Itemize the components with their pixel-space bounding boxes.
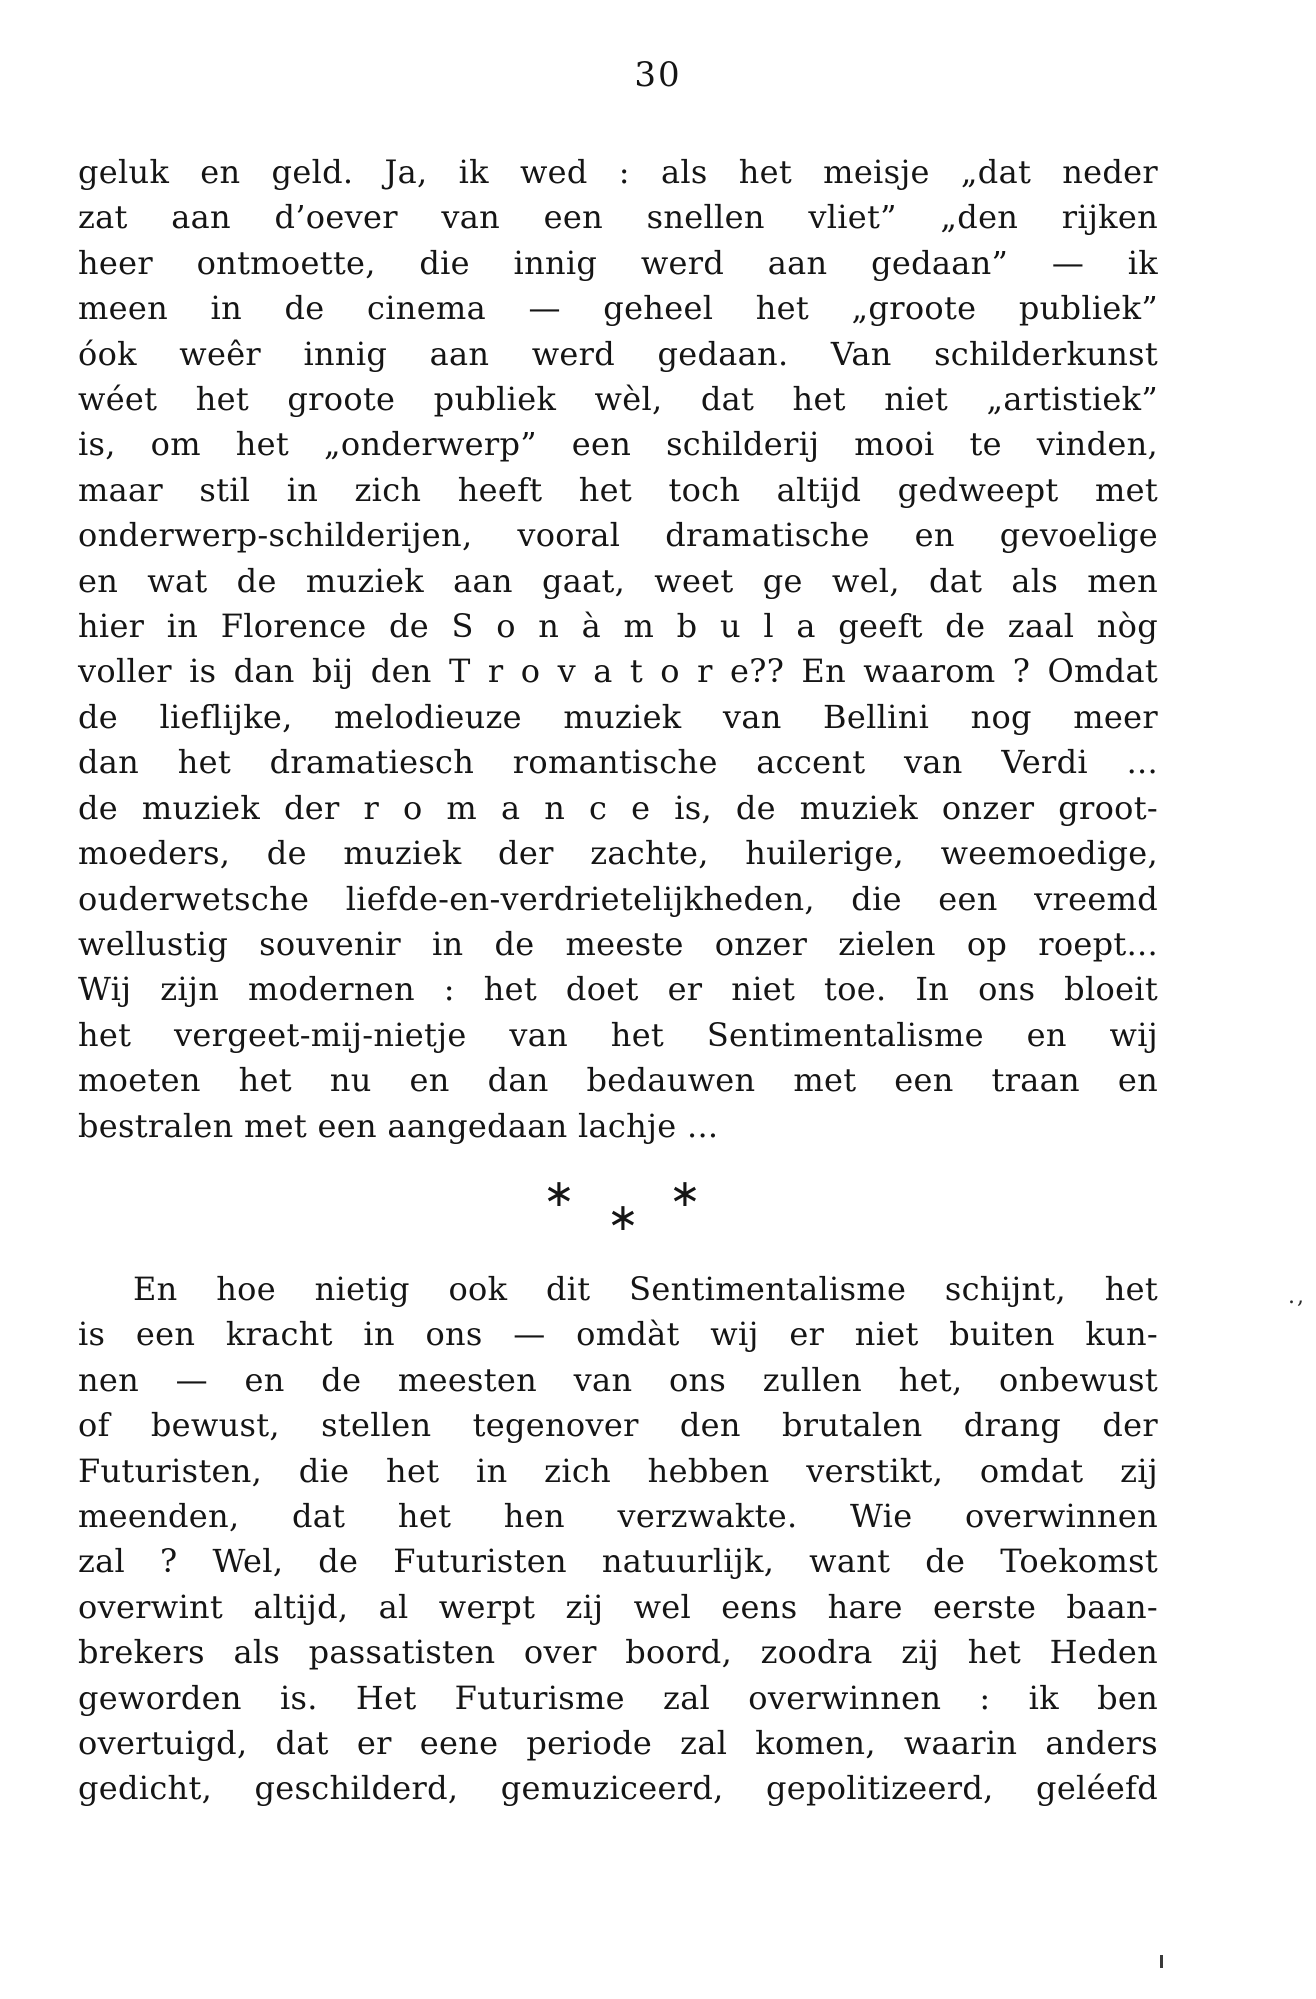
text-line: nen — en de meesten van ons zullen het, onbewust (78, 1360, 1158, 1399)
text-line: bestralen met een aangedaan lachje ... (78, 1106, 719, 1145)
text-line: maar stil in zich heeft het toch altijd gedweept met (78, 470, 1158, 509)
text-block (78, 150, 1158, 1812)
text-line: het vergeet-mij-nietje van het Sentimentalisme en wij (78, 1015, 1158, 1054)
text-line: overtuigd, dat er eene periode zal komen, waarin anders (78, 1724, 1158, 1762)
text-line: geworden is. Het Futurisme zal overwinnen : ik ben (78, 1678, 1158, 1717)
text-line: gedicht, geschilderd, gemuziceerd, gepolitizeerd, geléefd (78, 1769, 1158, 1808)
text-line: onderwerp-schilderijen, vooral dramatische en gevoelige (78, 516, 1158, 555)
text-line: is een kracht in ons — omdàt wij er niet buiten kun- (78, 1315, 1158, 1354)
text-line: is, om het „onderwerp” een schilderij mooi te vinden, (78, 425, 1158, 464)
asterisk-separator (78, 1149, 1158, 1267)
text-line: de lieflijke, melodieuze muziek van Bellini nog meer (78, 697, 1158, 736)
text-line: En hoe nietig ook dit Sentimentalisme schijnt, het (133, 1269, 1158, 1308)
text-line: zat aan d’oever van een snellen vliet” „den rijken (78, 198, 1158, 237)
asterisk-icon: ∗ (669, 1170, 702, 1215)
scan-artifact-speck (1160, 1955, 1163, 1968)
text-line: moeders, de muziek der zachte, huilerige, weemoedige, (78, 834, 1158, 873)
text-line: de muziek der r o m a n c e is, de muziek onzer groot- (78, 788, 1158, 827)
asterisk-icon: ∗ (607, 1194, 640, 1239)
text-line: wellustig souvenir in de meeste onzer zielen op roept... (78, 924, 1158, 963)
paragraph-2 (78, 1267, 1158, 1812)
text-line: hier in Florence de S o n à m b u l a geeft de zaal nòg (78, 607, 1158, 646)
text-line: meen in de cinema — geheel het „groote publiek” (78, 289, 1158, 328)
text-line: wéet het groote publiek wèl, dat het niet „artistiek” (78, 380, 1158, 419)
text-line: heer ontmoette, die innig werd aan gedaan” — ik (78, 243, 1158, 282)
asterisk-icon: ∗ (543, 1170, 576, 1215)
text-line: geluk en geld. Ja, ik wed : als het meisje „dat neder (78, 153, 1158, 191)
paragraph-1 (78, 150, 1158, 1149)
text-line: ouderwetsche liefde-en-verdrietelijkheden, die een vreemd (78, 879, 1158, 918)
text-line: overwint altijd, al werpt zij wel eens hare eerste baan- (78, 1587, 1158, 1626)
text-line: meenden, dat het hen verzwakte. Wie overwinnen (78, 1496, 1158, 1535)
text-line: dan het dramatiesch romantische accent van Verdi ... (78, 743, 1158, 782)
text-line: brekers als passatisten over boord, zoodra zij het Heden (78, 1633, 1158, 1672)
text-line: of bewust, stellen tegenover den brutalen drang der (78, 1406, 1158, 1445)
page-number: 30 (634, 55, 682, 95)
text-line: en wat de muziek aan gaat, weet ge wel, dat als men (78, 561, 1158, 600)
text-line: zal ? Wel, de Futuristen natuurlijk, want de Toekomst (78, 1542, 1158, 1581)
text-line: moeten het nu en dan bedauwen met een traan en (78, 1061, 1158, 1100)
text-line: Futuristen, die het in zich hebben verstikt, omdat zij (78, 1451, 1158, 1490)
text-line: voller is dan bij den T r o v a t o r e?? En waarom ? Omdat (78, 652, 1158, 691)
scan-artifact-mark: ., (1288, 1284, 1306, 1309)
text-line: Wij zijn modernen : het doet er niet toe. In ons bloeit (78, 970, 1158, 1009)
text-line: óok weêr innig aan werd gedaan. Van schilderkunst (78, 334, 1158, 373)
